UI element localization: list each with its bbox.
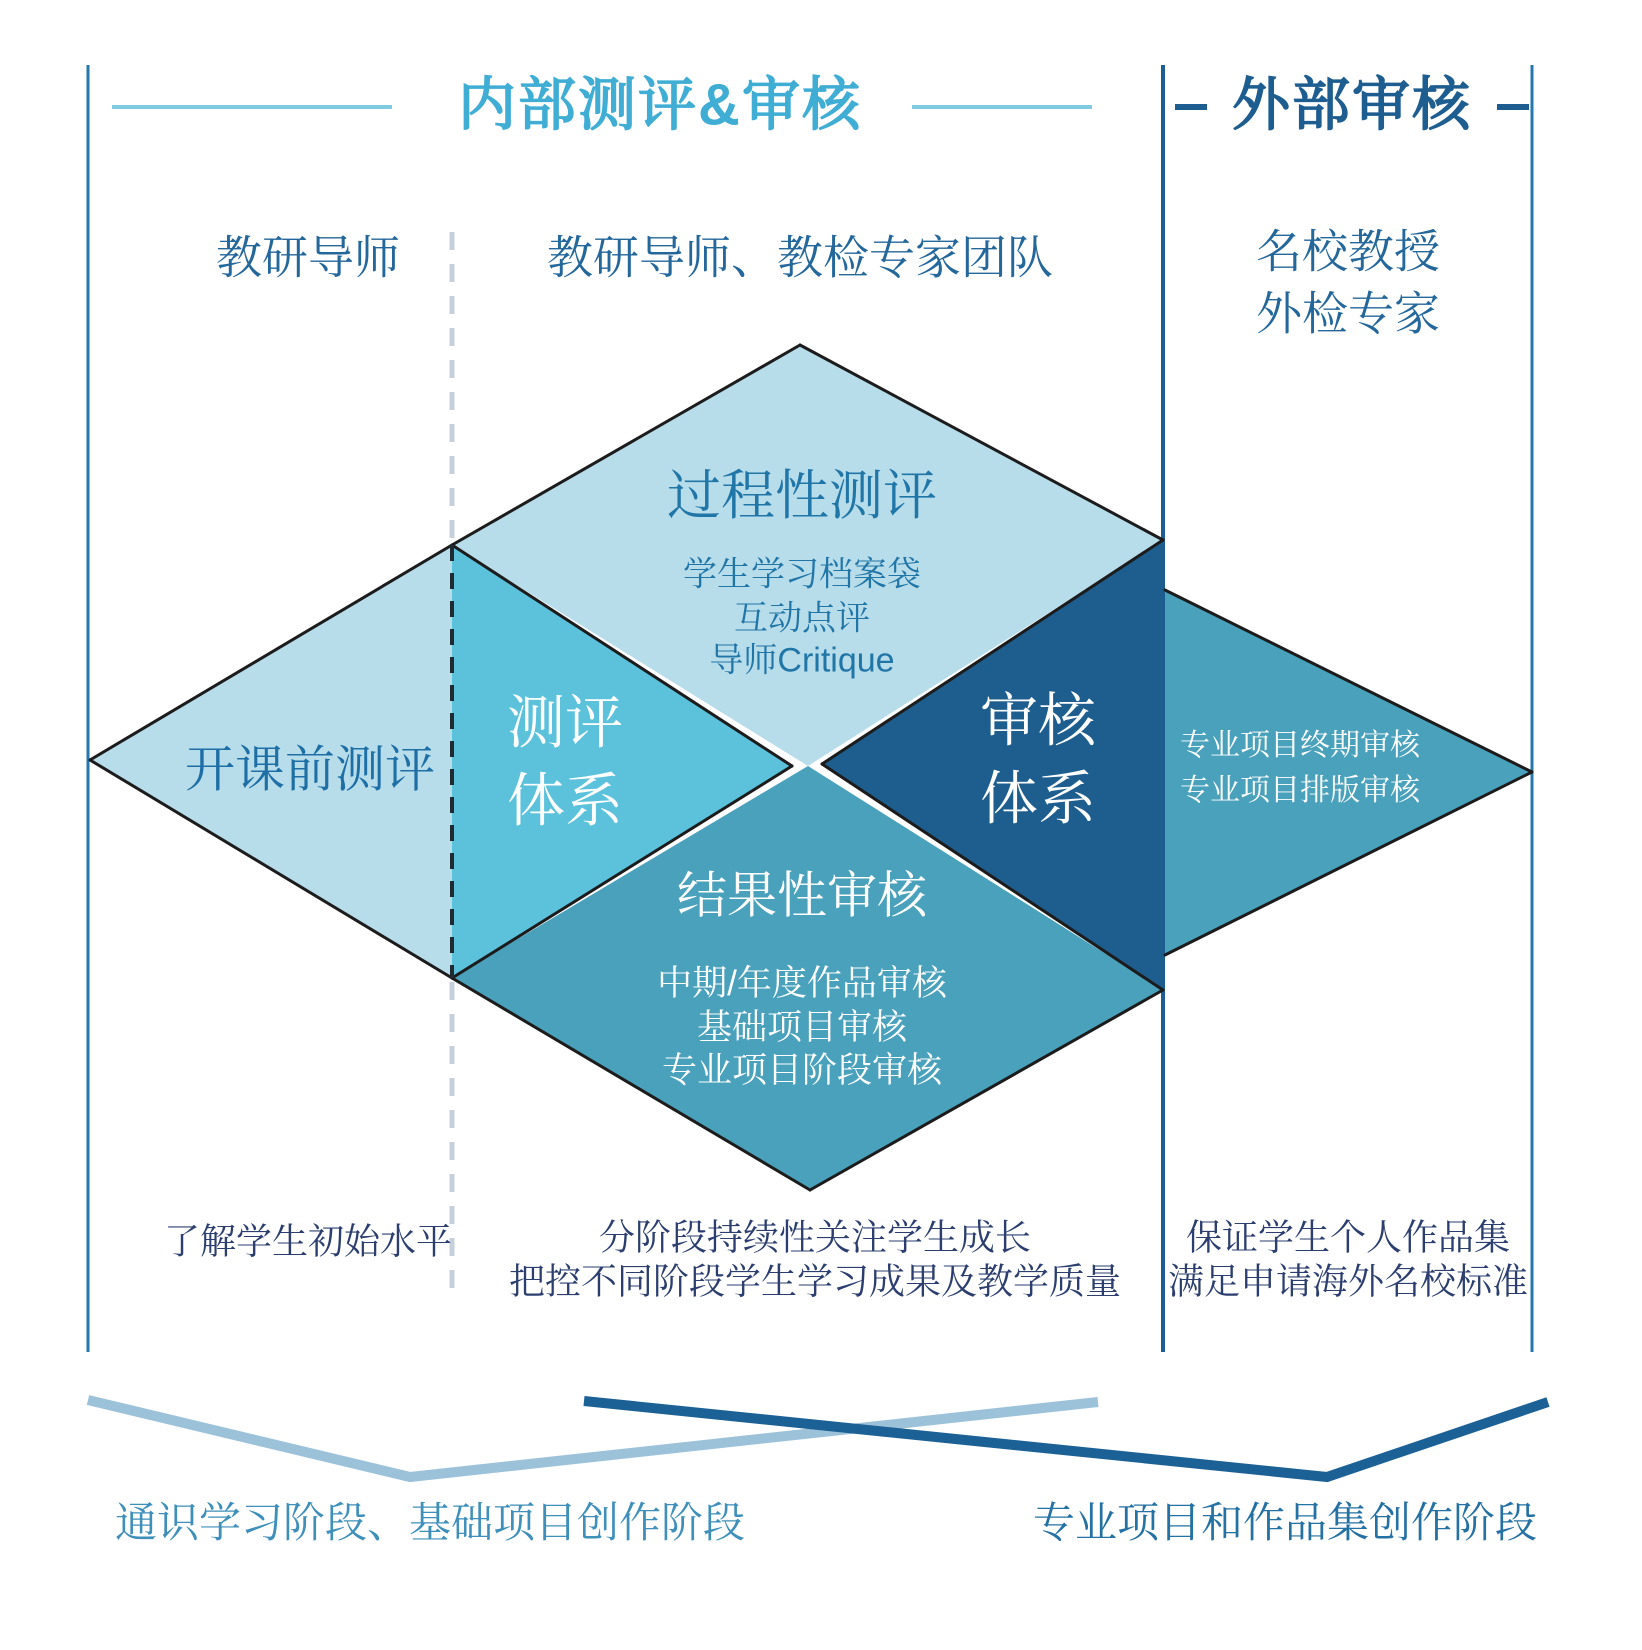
- result-audit-item: 专业项目阶段审核: [661, 1050, 943, 1090]
- caption-center-line2: 把控不同阶段学生学习成果及教学质量: [508, 1260, 1122, 1302]
- result-audit-title: 结果性审核: [677, 867, 927, 924]
- caption-right-line2: 满足申请海外名校标准: [1167, 1260, 1529, 1302]
- caption-right-line1: 保证学生个人作品集: [1185, 1216, 1511, 1258]
- audit-system-line2: 体系: [979, 766, 1097, 832]
- role-external-line2: 外检专家: [1256, 287, 1440, 340]
- role-internal-right: 教研导师、教检专家团队: [547, 231, 1053, 284]
- external-section-title: 外部审核: [1231, 72, 1473, 138]
- external-audit-triangle: [1165, 590, 1532, 955]
- pre-course-label: 开课前测评: [185, 741, 435, 798]
- stage-label-left: 通识学习阶段、基础项目创作阶段: [114, 1498, 746, 1546]
- role-external-line1: 名校教授: [1256, 225, 1440, 278]
- process-assessment-item: 互动点评: [734, 599, 870, 638]
- result-audit-item: 中期/年度作品审核: [657, 963, 947, 1003]
- result-audit-item: 基础项目审核: [696, 1007, 908, 1047]
- role-internal-left: 教研导师: [216, 231, 400, 284]
- process-assessment-item: 导师Critique: [709, 641, 895, 680]
- caption-center-line1: 分阶段持续性关注学生成长: [598, 1216, 1032, 1258]
- audit-system-line1: 审核: [979, 688, 1097, 754]
- internal-section-title: 内部测评&审核: [458, 72, 862, 138]
- caption-left: 了解学生初始水平: [163, 1220, 453, 1262]
- process-assessment-item: 学生学习档案袋: [683, 555, 921, 594]
- process-assessment-title: 过程性测评: [667, 465, 937, 526]
- external-audit-item: 专业项目终期审核: [1180, 728, 1420, 762]
- external-audit-item: 专业项目排版审核: [1180, 773, 1420, 807]
- assessment-system-line1: 测评: [506, 690, 624, 756]
- assessment-system-line2: 体系: [506, 768, 624, 834]
- stage-label-right: 专业项目和作品集创作阶段: [1032, 1498, 1538, 1546]
